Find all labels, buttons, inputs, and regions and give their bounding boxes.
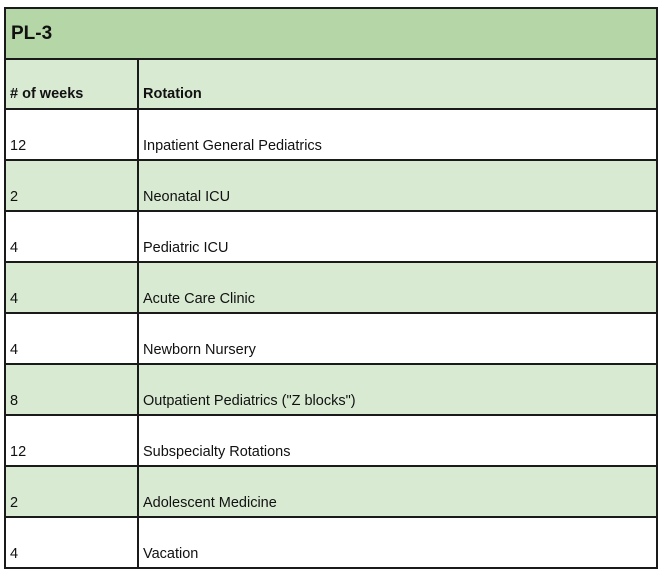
weeks-cell: 4 xyxy=(5,262,138,313)
table-title: PL-3 xyxy=(5,8,657,59)
weeks-cell: 4 xyxy=(5,313,138,364)
rotation-cell: Outpatient Pediatrics ("Z blocks") xyxy=(138,364,657,415)
weeks-cell: 12 xyxy=(5,109,138,160)
weeks-cell: 4 xyxy=(5,211,138,262)
weeks-cell: 4 xyxy=(5,517,138,568)
rotation-cell: Subspecialty Rotations xyxy=(138,415,657,466)
table-row xyxy=(5,466,657,517)
weeks-cell: 2 xyxy=(5,466,138,517)
table-row xyxy=(5,262,657,313)
table-header-row xyxy=(5,59,657,109)
table-row xyxy=(5,160,657,211)
rotation-cell: Inpatient General Pediatrics xyxy=(138,109,657,160)
weeks-cell: 8 xyxy=(5,364,138,415)
weeks-cell: 12 xyxy=(5,415,138,466)
rotation-cell: Newborn Nursery xyxy=(138,313,657,364)
weeks-cell: 2 xyxy=(5,160,138,211)
rotation-cell: Acute Care Clinic xyxy=(138,262,657,313)
table-row xyxy=(5,313,657,364)
rotation-cell: Pediatric ICU xyxy=(138,211,657,262)
table-row xyxy=(5,109,657,160)
table-row xyxy=(5,517,657,568)
rotation-cell: Vacation xyxy=(138,517,657,568)
table-title-row xyxy=(5,8,657,59)
rotation-cell: Adolescent Medicine xyxy=(138,466,657,517)
table-row xyxy=(5,364,657,415)
rotation-cell: Neonatal ICU xyxy=(138,160,657,211)
rotation-column-header: Rotation xyxy=(138,59,657,109)
table-row xyxy=(5,211,657,262)
table-row xyxy=(5,415,657,466)
rotation-schedule-table xyxy=(4,7,658,569)
weeks-column-header: # of weeks xyxy=(5,59,138,109)
